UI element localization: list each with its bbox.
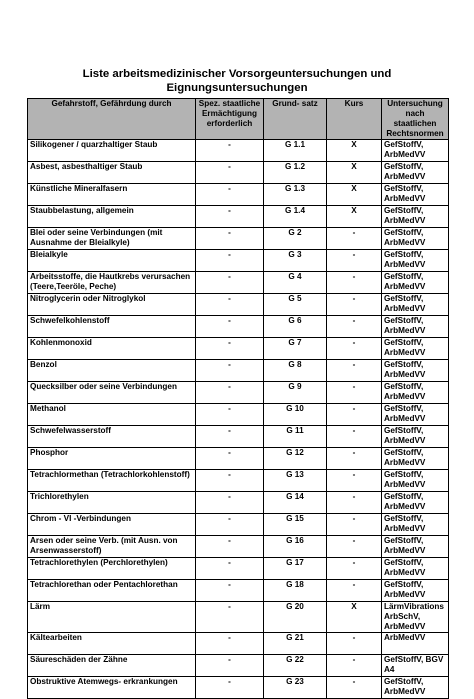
table-row [28, 404, 449, 426]
cell-legal-basis: GefStoffV, ArbMedVV [382, 382, 449, 404]
table-row [28, 536, 449, 558]
cell-principle: G 22 [264, 655, 327, 677]
cell-hazard: Tetrachlormethan (Tetrachlorkohlenstoff) [28, 470, 196, 492]
cell-principle: G 1.4 [264, 206, 327, 228]
cell-principle: G 9 [264, 382, 327, 404]
cell-hazard: Obstruktive Atemwegs- erkrankungen [28, 677, 196, 699]
table-row [28, 677, 449, 699]
cell-course: - [327, 470, 382, 492]
table-row [28, 448, 449, 470]
cell-legal-basis: GefStoffV, ArbMedVV [382, 316, 449, 338]
cell-legal-basis: GefStoffV, ArbMedVV [382, 558, 449, 580]
header-authorization: Spez. staatliche Ermächtigung erforderlich [196, 99, 264, 140]
cell-principle: G 13 [264, 470, 327, 492]
cell-course: - [327, 250, 382, 272]
table-row [28, 426, 449, 448]
table-row [28, 250, 449, 272]
table-row [28, 470, 449, 492]
cell-course: - [327, 580, 382, 602]
cell-legal-basis: ArbMedVV [382, 633, 449, 655]
cell-principle: G 14 [264, 492, 327, 514]
cell-hazard: Bleialkyle [28, 250, 196, 272]
cell-principle: G 20 [264, 602, 327, 633]
cell-hazard: Schwefelkohlenstoff [28, 316, 196, 338]
cell-principle: G 1.1 [264, 140, 327, 162]
table-row [28, 228, 449, 250]
cell-legal-basis: GefStoffV, ArbMedVV [382, 426, 449, 448]
cell-hazard: Phosphor [28, 448, 196, 470]
cell-course: - [327, 382, 382, 404]
cell-principle: G 18 [264, 580, 327, 602]
cell-course: - [327, 677, 382, 699]
cell-principle: G 16 [264, 536, 327, 558]
cell-hazard: Quecksilber oder seine Verbindungen [28, 382, 196, 404]
cell-hazard: Lärm [28, 602, 196, 633]
cell-hazard: Asbest, asbesthaltiger Staub [28, 162, 196, 184]
cell-legal-basis: GefStoffV, ArbMedVV [382, 404, 449, 426]
table-row [28, 272, 449, 294]
cell-course: - [327, 536, 382, 558]
cell-authorization: - [196, 580, 264, 602]
table-row [28, 514, 449, 536]
cell-course: X [327, 140, 382, 162]
cell-hazard: Chrom - VI -Verbindungen [28, 514, 196, 536]
cell-principle: G 17 [264, 558, 327, 580]
cell-legal-basis: GefStoffV, ArbMedVV [382, 140, 449, 162]
table-row [28, 338, 449, 360]
cell-hazard: Kohlenmonoxid [28, 338, 196, 360]
cell-authorization: - [196, 558, 264, 580]
table-row [28, 382, 449, 404]
header-course: Kurs [327, 99, 382, 140]
cell-authorization: - [196, 338, 264, 360]
cell-principle: G 1.3 [264, 184, 327, 206]
table-row [28, 162, 449, 184]
cell-course: - [327, 338, 382, 360]
cell-hazard: Kältearbeiten [28, 633, 196, 655]
cell-hazard: Trichlorethylen [28, 492, 196, 514]
table-row [28, 316, 449, 338]
cell-principle: G 2 [264, 228, 327, 250]
cell-hazard: Tetrachlorethan oder Pentachlorethan [28, 580, 196, 602]
cell-legal-basis: LärmVibrations ArbSchV, ArbMedVV [382, 602, 449, 633]
cell-authorization: - [196, 206, 264, 228]
cell-course: - [327, 492, 382, 514]
cell-legal-basis: GefStoffV, ArbMedVV [382, 470, 449, 492]
cell-hazard: Tetrachlorethylen (Perchlorethylen) [28, 558, 196, 580]
cell-authorization: - [196, 536, 264, 558]
header-legal-basis: Untersuchung nach staatlichen Rechtsnormen [382, 99, 449, 140]
cell-hazard: Säureschäden der Zähne [28, 655, 196, 677]
cell-course: - [327, 558, 382, 580]
cell-legal-basis: GefStoffV, ArbMedVV [382, 492, 449, 514]
cell-authorization: - [196, 382, 264, 404]
cell-hazard: Nitroglycerin oder Nitroglykol [28, 294, 196, 316]
cell-course: - [327, 360, 382, 382]
title-line-1: Liste arbeitsmedizinischer Vorsorgeuntersuchungen und [82, 68, 392, 80]
cell-course: - [327, 404, 382, 426]
cell-legal-basis: GefStoffV, ArbMedVV [382, 514, 449, 536]
cell-legal-basis: GefStoffV, ArbMedVV [382, 448, 449, 470]
cell-legal-basis: GefStoffV, ArbMedVV [382, 206, 449, 228]
cell-authorization: - [196, 272, 264, 294]
cell-principle: G 1.2 [264, 162, 327, 184]
cell-course: - [327, 228, 382, 250]
cell-hazard: Silikogener / quarzhaltiger Staub [28, 140, 196, 162]
cell-course: - [327, 514, 382, 536]
table-row [28, 633, 449, 655]
cell-course: X [327, 184, 382, 206]
cell-legal-basis: GefStoffV, ArbMedVV [382, 272, 449, 294]
cell-hazard: Schwefelwasserstoff [28, 426, 196, 448]
cell-hazard: Staubbelastung, allgemein [28, 206, 196, 228]
cell-course: - [327, 448, 382, 470]
cell-principle: G 3 [264, 250, 327, 272]
table-row [28, 655, 449, 677]
cell-hazard: Arsen oder seine Verb. (mit Ausn. von Arsenwasserstoff) [28, 536, 196, 558]
cell-authorization: - [196, 162, 264, 184]
cell-authorization: - [196, 250, 264, 272]
cell-course: - [327, 272, 382, 294]
examination-table [27, 98, 449, 699]
cell-authorization: - [196, 360, 264, 382]
table-row [28, 360, 449, 382]
header-principle: Grund- satz [264, 99, 327, 140]
cell-legal-basis: GefStoffV, ArbMedVV [382, 360, 449, 382]
cell-course: X [327, 162, 382, 184]
cell-course: X [327, 206, 382, 228]
table-row [28, 184, 449, 206]
cell-legal-basis: GefStoffV, ArbMedVV [382, 184, 449, 206]
cell-legal-basis: GefStoffV, ArbMedVV [382, 677, 449, 699]
cell-hazard: Künstliche Mineralfasern [28, 184, 196, 206]
cell-authorization: - [196, 677, 264, 699]
cell-principle: G 21 [264, 633, 327, 655]
cell-authorization: - [196, 316, 264, 338]
cell-authorization: - [196, 184, 264, 206]
cell-authorization: - [196, 514, 264, 536]
cell-course: - [327, 316, 382, 338]
cell-legal-basis: GefStoffV, BGV A4 [382, 655, 449, 677]
title-line-2: Eignungsuntersuchungen [166, 82, 308, 94]
cell-principle: G 6 [264, 316, 327, 338]
table-row [28, 206, 449, 228]
cell-authorization: - [196, 602, 264, 633]
cell-hazard: Blei oder seine Verbindungen (mit Ausnahme der Bleialkyle) [28, 228, 196, 250]
document-title [24, 67, 450, 95]
cell-principle: G 11 [264, 426, 327, 448]
cell-authorization: - [196, 294, 264, 316]
cell-course: - [327, 655, 382, 677]
cell-legal-basis: GefStoffV, ArbMedVV [382, 228, 449, 250]
cell-authorization: - [196, 655, 264, 677]
cell-authorization: - [196, 140, 264, 162]
cell-authorization: - [196, 228, 264, 250]
cell-principle: G 15 [264, 514, 327, 536]
cell-course: - [327, 294, 382, 316]
table-row [28, 558, 449, 580]
cell-hazard: Benzol [28, 360, 196, 382]
cell-course: X [327, 602, 382, 633]
cell-course: - [327, 426, 382, 448]
cell-legal-basis: GefStoffV, ArbMedVV [382, 338, 449, 360]
cell-principle: G 10 [264, 404, 327, 426]
table-row [28, 492, 449, 514]
cell-principle: G 7 [264, 338, 327, 360]
cell-legal-basis: GefStoffV, ArbMedVV [382, 162, 449, 184]
table-row [28, 294, 449, 316]
cell-legal-basis: GefStoffV, ArbMedVV [382, 536, 449, 558]
table-row [28, 580, 449, 602]
cell-authorization: - [196, 404, 264, 426]
cell-legal-basis: GefStoffV, ArbMedVV [382, 294, 449, 316]
table-body [28, 140, 449, 699]
cell-authorization: - [196, 448, 264, 470]
cell-principle: G 23 [264, 677, 327, 699]
cell-course: - [327, 633, 382, 655]
cell-principle: G 12 [264, 448, 327, 470]
table-header-row [28, 99, 449, 140]
cell-legal-basis: GefStoffV, ArbMedVV [382, 250, 449, 272]
cell-hazard: Methanol [28, 404, 196, 426]
cell-principle: G 5 [264, 294, 327, 316]
cell-authorization: - [196, 633, 264, 655]
cell-principle: G 8 [264, 360, 327, 382]
table-row [28, 602, 449, 633]
cell-legal-basis: GefStoffV, ArbMedVV [382, 580, 449, 602]
cell-authorization: - [196, 492, 264, 514]
table-row [28, 140, 449, 162]
header-hazard: Gefahrstoff, Gefährdung durch [28, 99, 196, 140]
cell-principle: G 4 [264, 272, 327, 294]
cell-hazard: Arbeitsstoffe, die Hautkrebs verursachen (Teere,Teeröle, Peche) [28, 272, 196, 294]
cell-authorization: - [196, 426, 264, 448]
cell-authorization: - [196, 470, 264, 492]
